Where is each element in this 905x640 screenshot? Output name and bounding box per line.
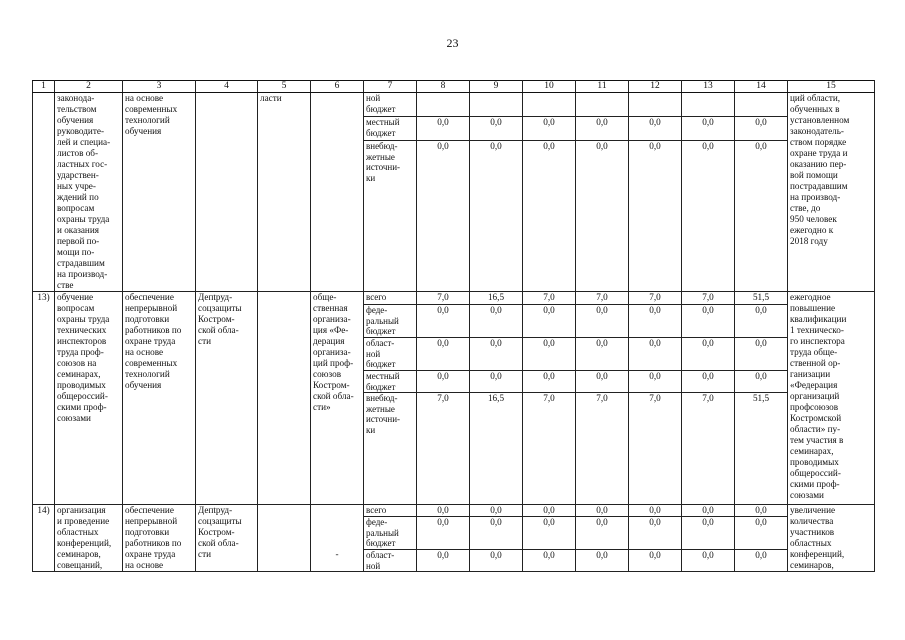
value-cell: 51,5 bbox=[735, 393, 788, 505]
value-cell: 0,0 bbox=[682, 305, 735, 338]
header-cell: 8 bbox=[417, 81, 470, 93]
value-cell: 7,0 bbox=[682, 393, 735, 505]
executor-cell bbox=[196, 93, 258, 292]
value-cell: 0,0 bbox=[576, 117, 629, 141]
value-cell: 16,5 bbox=[470, 393, 523, 505]
value-cell: 0,0 bbox=[470, 517, 523, 550]
funding-source-label: внебюд- жетные источни- ки bbox=[364, 141, 417, 292]
header-cell: 7 bbox=[364, 81, 417, 93]
value-cell bbox=[523, 93, 576, 117]
value-cell bbox=[576, 93, 629, 117]
value-cell: 7,0 bbox=[523, 292, 576, 305]
value-cell: 0,0 bbox=[735, 305, 788, 338]
value-cell: 0,0 bbox=[735, 550, 788, 572]
co-executor-cell bbox=[258, 292, 311, 505]
funding-source-label: местный бюджет bbox=[364, 117, 417, 141]
value-cell: 0,0 bbox=[629, 505, 682, 517]
value-cell: 0,0 bbox=[417, 505, 470, 517]
header-cell: 3 bbox=[123, 81, 196, 93]
value-cell: 0,0 bbox=[576, 141, 629, 292]
header-cell: 9 bbox=[470, 81, 523, 93]
row-number-cell bbox=[33, 93, 55, 292]
value-cell: 0,0 bbox=[682, 338, 735, 371]
value-cell: 0,0 bbox=[735, 371, 788, 393]
header-cell: 15 bbox=[788, 81, 875, 93]
value-cell bbox=[735, 93, 788, 117]
value-cell: 0,0 bbox=[576, 505, 629, 517]
result-cell: увеличение количества участников областных конференций, семинаров, bbox=[788, 505, 875, 572]
value-cell: 0,0 bbox=[417, 338, 470, 371]
value-cell: 7,0 bbox=[576, 393, 629, 505]
value-cell: 0,0 bbox=[417, 141, 470, 292]
program-table bbox=[32, 80, 875, 572]
value-cell: 7,0 bbox=[576, 292, 629, 305]
funding-source-label: област- ной бюджет bbox=[364, 338, 417, 371]
header-cell: 1 bbox=[33, 81, 55, 93]
measure-name-cell: организация и проведение областных конференций, семинаров, совещаний, bbox=[55, 505, 123, 572]
partner-cell: обще- ственная организа- ция «Фе- дерация организa- ций проф- союзов Костром- ской обла- сти» bbox=[311, 292, 364, 505]
value-cell: 0,0 bbox=[470, 141, 523, 292]
executor-cell: Депtруд- соцзащиты Костром- ской обла- сти bbox=[196, 292, 258, 505]
value-cell: 0,0 bbox=[470, 550, 523, 572]
value-cell bbox=[629, 93, 682, 117]
partner-cell bbox=[311, 93, 364, 292]
value-cell: 0,0 bbox=[629, 371, 682, 393]
funding-source-label: всего bbox=[364, 292, 417, 305]
value-cell bbox=[417, 93, 470, 117]
value-cell: 7,0 bbox=[629, 292, 682, 305]
value-cell: 0,0 bbox=[417, 550, 470, 572]
value-cell: 0,0 bbox=[682, 517, 735, 550]
value-cell: 51,5 bbox=[735, 292, 788, 305]
header-cell: 2 bbox=[55, 81, 123, 93]
value-cell: 0,0 bbox=[470, 505, 523, 517]
table-row-13 bbox=[33, 292, 875, 305]
value-cell: 0,0 bbox=[629, 141, 682, 292]
value-cell: 0,0 bbox=[576, 338, 629, 371]
header-cell: 10 bbox=[523, 81, 576, 93]
value-cell: 0,0 bbox=[523, 505, 576, 517]
value-cell: 0,0 bbox=[523, 305, 576, 338]
value-cell: 0,0 bbox=[735, 141, 788, 292]
value-cell: 0,0 bbox=[735, 505, 788, 517]
funding-source-label: всего bbox=[364, 505, 417, 517]
value-cell: 0,0 bbox=[523, 550, 576, 572]
column-number-header bbox=[33, 81, 875, 93]
value-cell: 0,0 bbox=[417, 517, 470, 550]
value-cell: 0,0 bbox=[523, 517, 576, 550]
value-cell: 0,0 bbox=[682, 371, 735, 393]
header-cell: 11 bbox=[576, 81, 629, 93]
header-cell: 13 bbox=[682, 81, 735, 93]
value-cell: 0,0 bbox=[735, 117, 788, 141]
partner-cell bbox=[311, 505, 364, 572]
value-cell: 7,0 bbox=[523, 393, 576, 505]
row-number-cell: 13) bbox=[33, 292, 55, 505]
value-cell: 0,0 bbox=[523, 371, 576, 393]
value-cell: 0,0 bbox=[629, 305, 682, 338]
value-cell: 16,5 bbox=[470, 292, 523, 305]
value-cell: 0,0 bbox=[576, 550, 629, 572]
row-number-cell: 14) bbox=[33, 505, 55, 572]
value-cell: 7,0 bbox=[682, 292, 735, 305]
value-cell: 0,0 bbox=[629, 550, 682, 572]
task-cell: обеспечение непрерывной подготовки работников по охране труда на основе bbox=[123, 505, 196, 572]
value-cell: 0,0 bbox=[735, 517, 788, 550]
value-cell bbox=[470, 93, 523, 117]
value-cell: 0,0 bbox=[576, 517, 629, 550]
value-cell: 0,0 bbox=[523, 141, 576, 292]
value-cell: 0,0 bbox=[523, 117, 576, 141]
funding-source-label: феде- ральный бюджет bbox=[364, 305, 417, 338]
co-executor-cell bbox=[258, 505, 311, 572]
value-cell: 7,0 bbox=[417, 393, 470, 505]
value-cell: 0,0 bbox=[682, 141, 735, 292]
value-cell: 7,0 bbox=[629, 393, 682, 505]
header-cell: 5 bbox=[258, 81, 311, 93]
value-cell: 0,0 bbox=[470, 117, 523, 141]
header-cell: 12 bbox=[629, 81, 682, 93]
result-cell: ежегодное повышение квалификации 1 техническо- го инспектора труда обще- ственной ор- ганизации «Федерация организаций профсоюзов Костромской области» пу- тем участия в семинарах, проводимых общероссий- скими проф- союзами bbox=[788, 292, 875, 505]
table-row-14 bbox=[33, 505, 875, 517]
value-cell: 7,0 bbox=[417, 292, 470, 305]
table-row-continued bbox=[33, 93, 875, 117]
value-cell: 0,0 bbox=[629, 338, 682, 371]
funding-source-label: област- ной bbox=[364, 550, 417, 572]
value-cell: 0,0 bbox=[417, 371, 470, 393]
value-cell: 0,0 bbox=[417, 117, 470, 141]
result-cell: ций области, обученных в установленном законодатель- ством порядке охране труда и оказанию пер- вой помощи пострадавшим на производ- стве, до 950 человек ежегодно к 2018 году bbox=[788, 93, 875, 292]
value-cell: 0,0 bbox=[682, 117, 735, 141]
task-cell: на основе современных технологий обучения bbox=[123, 93, 196, 292]
funding-source-label: местный бюджет bbox=[364, 371, 417, 393]
value-cell: 0,0 bbox=[576, 371, 629, 393]
measure-name-cell: законода- тельством обучения руководите- лей и специа- листов об- ластных гос- ударствен- ных учре- ждений по вопросам охраны труда и оказания первой по- мощи по- страдавшим на производ- стве bbox=[55, 93, 123, 292]
value-cell: 0,0 bbox=[735, 338, 788, 371]
value-cell: 0,0 bbox=[629, 517, 682, 550]
dash-mark: - bbox=[335, 549, 339, 559]
funding-source-label: феде- ральный бюджет bbox=[364, 517, 417, 550]
value-cell bbox=[682, 93, 735, 117]
value-cell: 0,0 bbox=[576, 305, 629, 338]
executor-cell: Депtруд- соцзащиты Костром- ской обла- сти bbox=[196, 505, 258, 572]
value-cell: 0,0 bbox=[470, 338, 523, 371]
task-cell: обеспечение непрерывной подготовки работников по охране труда на основе современных технологий обучения bbox=[123, 292, 196, 505]
value-cell: 0,0 bbox=[629, 117, 682, 141]
value-cell: 0,0 bbox=[417, 305, 470, 338]
value-cell: 0,0 bbox=[682, 505, 735, 517]
header-cell: 14 bbox=[735, 81, 788, 93]
funding-source-label: ной бюджет bbox=[364, 93, 417, 117]
measure-name-cell: обучение вопросам охраны труда технических инспекторов труда проф- союзов на семинарах, проводимых общероссий- скими проф- союзами bbox=[55, 292, 123, 505]
funding-source-label: внебюд- жетные источни- ки bbox=[364, 393, 417, 505]
header-cell: 4 bbox=[196, 81, 258, 93]
value-cell: 0,0 bbox=[682, 550, 735, 572]
page-number: 23 bbox=[446, 36, 459, 50]
value-cell: 0,0 bbox=[470, 371, 523, 393]
value-cell: 0,0 bbox=[470, 305, 523, 338]
value-cell: 0,0 bbox=[523, 338, 576, 371]
header-cell: 6 bbox=[311, 81, 364, 93]
co-executor-cell: ласти bbox=[258, 93, 311, 292]
